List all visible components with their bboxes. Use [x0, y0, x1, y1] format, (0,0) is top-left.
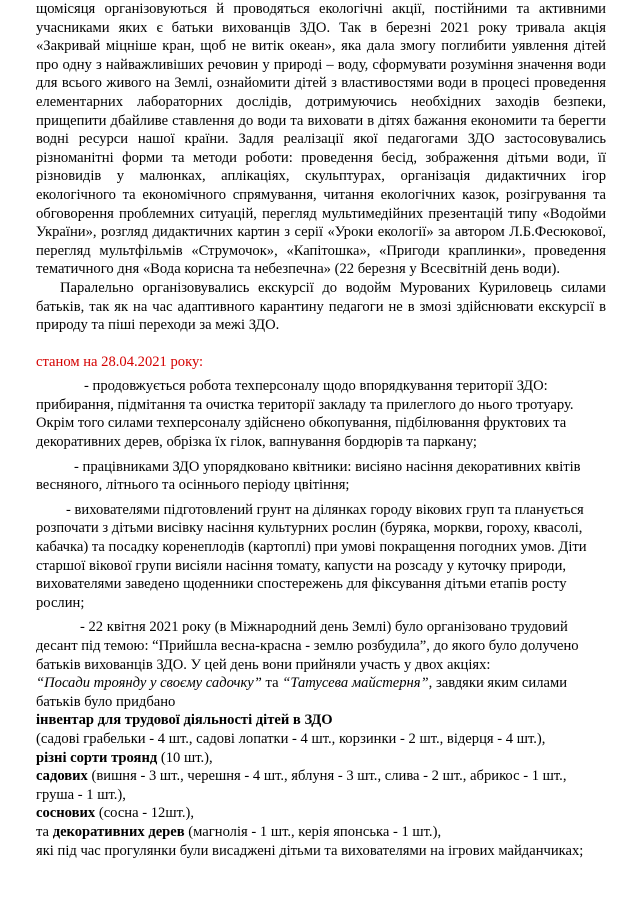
flowerbeds-item: - працівниками ЗДО упорядковано квітники: висіяно насіння декоративних квітів весняного, літнього та осіннього періоду цвітіння; [36, 458, 581, 494]
action-dad-workshop: “Татусева майстерня” [282, 675, 429, 692]
decor-trees-line: та декоративних дерев (магнолія - 1 шт., керія японська - 1 шт.), [36, 823, 442, 840]
garden-item: - вихователями підготовлений грунт на ділянках городу вікових груп та планується розпочати з дітьми висівку насіння культурних рослин (буряка, моркви, гороху, квасолі, кабачка) та посадку коренеплодів (картоплі) при умові покращення погодних умов. Діти старшої вікової групи висіяли насіння томату, капусти на розсаду у куточку природи, вихователями заведено щоденники спостережень для фіксування дітьми етапів росту рослин; [36, 501, 587, 611]
earth-day-item: - 22 квітня 2021 року (в Міжнародний день Землі) було організовано трудовий десант під темою: “Прийшла весна-красна - землю розбудила”, до якого було долучено батьків вихованців ЗДО. У цей день вони прийняли участь у двох акціях: [36, 619, 579, 673]
pine-line: соснових (сосна - 12шт.), [36, 805, 195, 822]
excursions-paragraph: Паралельно організовувались екскурсії до водойм Мурованих Куриловець силами батьків, так як на час адаптивного карантину педагоги не в змозі здійснювати екскурсії в природу та піші переходи за межі ЗДО. [36, 279, 606, 334]
actions-connector: та [261, 675, 283, 692]
actions-line [36, 674, 606, 711]
territory-item: - продовжується робота техперсоналу щодо впорядкування території ЗДО: прибирання, підмітання та очистка території закладу та прилеглого до нього тротуару. Окрім того силами техперсоналу здійснено обкопування, підбілювання фруктових та декоративних дерев, обрізка їх гілок, вапнування бордюрів та паркану; [36, 378, 574, 451]
spacer [36, 335, 606, 353]
actions-after: , завдяки яким силами батьків було придбано [36, 675, 568, 710]
intro-paragraph: щомісяця організовуються й проводяться екологічні акції, постійними та активними учасниками яких є батьки вихованців ЗДО. Так в березні 2021 року тривала акція «Закривай міцніше кран, щоб не витік океан», яка дала змогу поглибити уявлення дітей про одну з найважливіших речовин у природі – воду, сформувати розуміння значення води для всього живого на Землі, ознайомити дітей з властивостями води в процесі проведення елементарних лабораторних дослідів, дотримуючись необхідних заходів безпеки, прищепити дбайливе ставлення до води та виховати в дітях бажання економити та берегти водні ресурси нашої країни. Задля реалізації якої педагогами ЗДО застосовувались різноманітні форми та методи роботи: проведення бесід, зображення дітьми води, її різновидів у малюнках, аплікаціях, скульптурах, організація дидактичних ігор екологічного та економічного спрямування, читання екологічних казок, розігрування та обговорення проблемних ситуацій, перегляд мультимедійних презентацій типу «Водойми України», розгляд дидактичних картин з серії «Уроки екології» за автором Л.Б.Фесюкової, перегляд мультфільмів «Струмочок», «Капітошка», «Пригоди краплинки», проведення тематичного дня «Вода корисна та небезпечна» (22 березня у Всесвітній день води). [36, 1, 606, 278]
inventory-detail: (садові грабельки - 4 шт., садові лопатки - 4 шт., корзинки - 2 шт., відерця - 4 шт.), [36, 730, 546, 747]
status-heading: станом на 28.04.2021 року: [36, 353, 204, 370]
document-page [36, 0, 606, 860]
roses-line: різні сорти троянд (10 шт.), [36, 749, 213, 766]
final-line: які під час прогулянки були висаджені дітьми та вихователями на ігрових майданчиках; [36, 842, 584, 859]
fruit-trees-line: садових (вишня - 3 шт., черешня - 4 шт., яблуня - 3 шт., слива - 2 шт., абрикос - 1 шт., груша - 1 шт.), [36, 768, 567, 803]
inventory-heading: інвентар для трудової діяльності дітей в ЗДО [36, 712, 333, 729]
action-plant-rose: “Посади троянду у своєму садочку” [36, 675, 262, 692]
